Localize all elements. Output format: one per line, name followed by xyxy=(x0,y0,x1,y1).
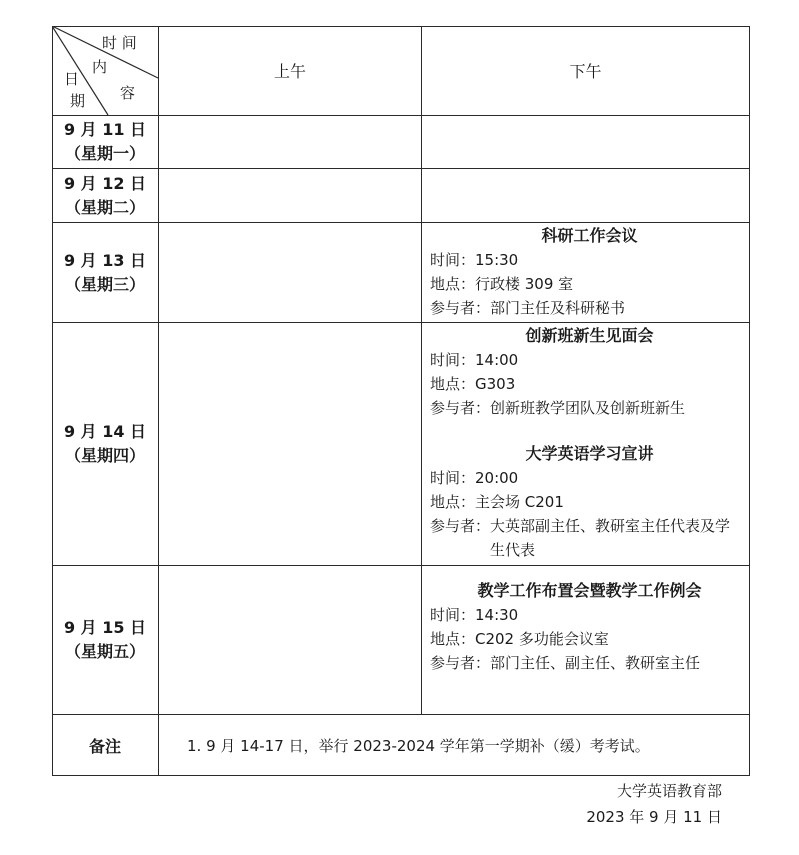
participants-value: 大英部副主任、教研室主任代表及学生代表 xyxy=(490,517,731,559)
signature-date: 2023 年 9 月 11 日 xyxy=(586,808,722,826)
header-morning: 上午 xyxy=(273,62,306,81)
date-cell-mon xyxy=(52,116,158,168)
date-cell-thu xyxy=(52,323,158,565)
event-participants xyxy=(430,396,749,420)
event-title: 大学英语学习宣讲 xyxy=(525,444,654,463)
header-time-label: 时 间 xyxy=(102,34,137,52)
event-teaching-meeting xyxy=(422,579,749,675)
header-content-label-1: 内 xyxy=(92,58,108,76)
table-border-bottom xyxy=(52,775,750,776)
notes-text: 1. 9 月 14-17 日，举行 2023-2024 学年第一学期补（缓）考考试。 xyxy=(187,736,650,755)
event-research-meeting xyxy=(422,224,749,320)
schedule-table xyxy=(52,26,750,776)
signature-department: 大学英语教育部 xyxy=(616,782,722,800)
weekday-text: （星期五） xyxy=(64,642,145,661)
date-text: 9 月 15 日 xyxy=(63,618,147,637)
event-title: 教学工作布置会暨教学工作例会 xyxy=(477,581,702,600)
participants-value: 部门主任、副主任、教研室主任 xyxy=(490,654,701,672)
event-time: 时间：15:30 xyxy=(430,251,519,269)
date-cell-fri xyxy=(52,566,158,714)
participants-value: 创新班教学团队及创新班新生 xyxy=(490,399,686,417)
header-content-label-2: 容 xyxy=(120,84,136,102)
event-group-thursday xyxy=(422,324,749,562)
date-cell-wed xyxy=(52,223,158,322)
date-text: 9 月 11 日 xyxy=(63,120,147,139)
participants-label: 参与者： xyxy=(430,654,491,672)
event-place: 地点：行政楼 309 室 xyxy=(430,275,574,293)
event-time: 时间：14:30 xyxy=(430,606,519,624)
header-afternoon: 下午 xyxy=(569,62,602,81)
event-participants xyxy=(430,651,749,675)
weekday-text: （星期二） xyxy=(64,197,145,217)
event-time: 时间：14:00 xyxy=(430,351,519,369)
participants-label: 参与者： xyxy=(430,517,491,535)
event-place: 地点：C202 多功能会议室 xyxy=(430,630,609,648)
weekday-text: （星期四） xyxy=(64,446,145,465)
date-text: 9 月 13 日 xyxy=(63,250,147,270)
weekday-text: （星期一） xyxy=(64,144,145,163)
event-time: 时间：20:00 xyxy=(430,469,519,487)
event-place: 地点：G303 xyxy=(430,375,516,393)
event-participants xyxy=(430,296,749,320)
event-title: 创新班新生见面会 xyxy=(525,326,654,345)
column-divider xyxy=(158,26,159,776)
table-border-right xyxy=(749,26,750,776)
header-date-label-1: 日 xyxy=(64,70,80,88)
event-title: 科研工作会议 xyxy=(541,226,638,245)
participants-label: 参与者： xyxy=(430,299,491,317)
event-place: 地点：主会场 C201 xyxy=(430,493,564,511)
header-date-label-2: 期 xyxy=(70,92,86,110)
weekday-text: （星期三） xyxy=(64,274,145,294)
date-cell-tue xyxy=(52,169,158,222)
date-text: 9 月 12 日 xyxy=(63,173,147,193)
event-participants xyxy=(430,514,749,562)
notes-label: 备注 xyxy=(88,736,121,756)
participants-value: 部门主任及科研秘书 xyxy=(490,299,626,317)
participants-label: 参与者： xyxy=(430,399,491,417)
date-text: 9 月 14 日 xyxy=(63,422,147,441)
